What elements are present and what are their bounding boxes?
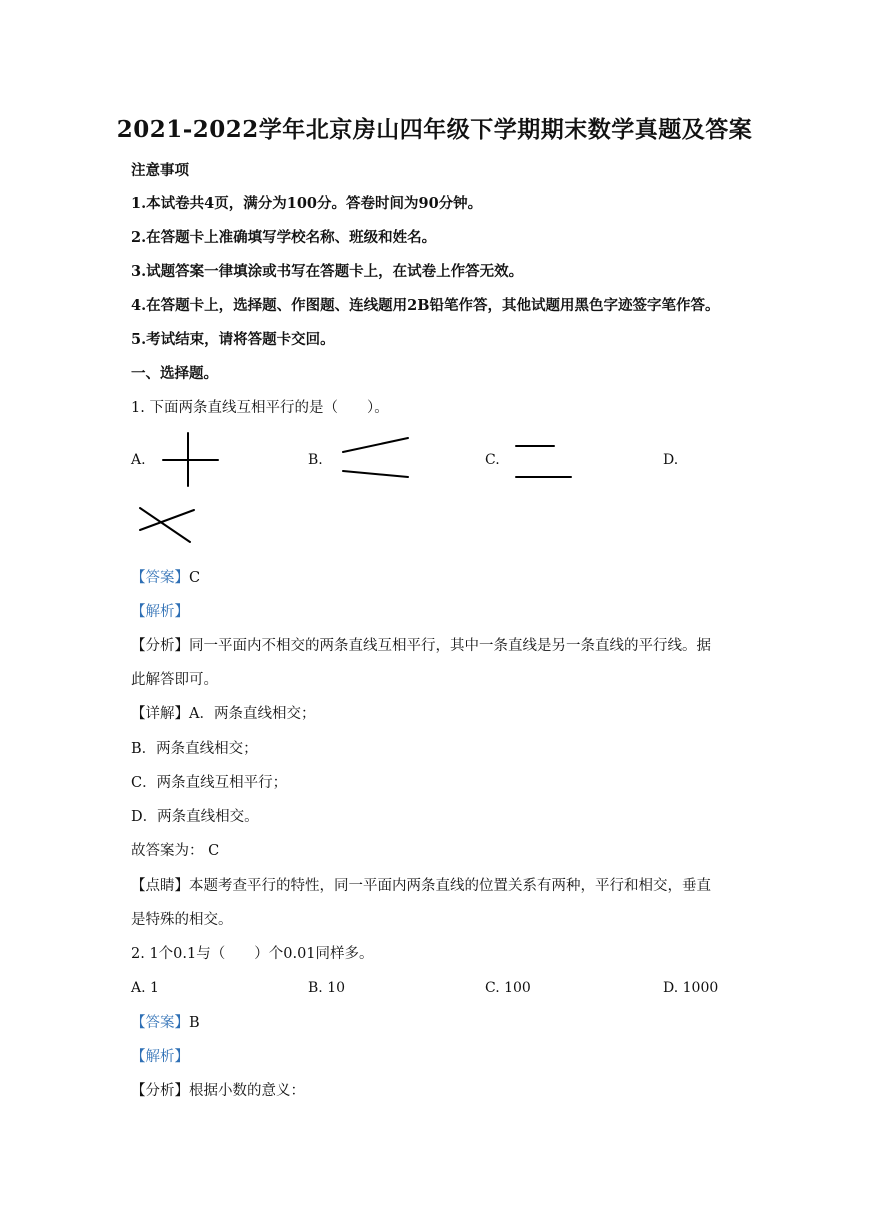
q1-xiangjie-d: D．两条直线相交。 bbox=[131, 809, 259, 825]
note-item-1: 1.本试卷共4页，满分为100分。答卷时间为90分钟。 bbox=[131, 195, 483, 212]
q1-b-lower-line bbox=[343, 471, 408, 477]
q2-fenxi-text: 根据小数的意义： bbox=[189, 1083, 305, 1099]
q2-fenxi bbox=[131, 1081, 305, 1101]
q2-answer-value: B bbox=[189, 1015, 200, 1031]
q1-fenxi-text: 同一平面内不相交的两条直线互相平行，其中一条直线是另一条直线的平行线。据 bbox=[189, 638, 711, 654]
section-heading: 一、选择题。 bbox=[131, 365, 218, 382]
q2-answer-tag: 【答案】 bbox=[131, 1015, 189, 1031]
q2-fenxi-tag: 【分析】 bbox=[131, 1083, 189, 1099]
q1-option-b: B. bbox=[308, 452, 323, 468]
q1-answer bbox=[131, 568, 200, 588]
q2-option-c: C. 100 bbox=[485, 980, 531, 996]
q1-analysis-tag: 【解析】 bbox=[131, 604, 189, 620]
q1-dianjing-line2: 是特殊的相交。 bbox=[131, 912, 233, 928]
q1-fenxi-line2: 此解答即可。 bbox=[131, 672, 218, 688]
q2-option-b: B. 10 bbox=[308, 980, 346, 996]
q1-xiangjie-c: C．两条直线互相平行； bbox=[131, 775, 288, 791]
note-item-5: 5.考试结束，请将答题卡交回。 bbox=[131, 331, 335, 348]
q1-option-c: C. bbox=[485, 452, 500, 468]
q2-option-d: D. 1000 bbox=[663, 980, 719, 996]
q1-option-a: A. bbox=[131, 452, 146, 468]
q1-fenxi bbox=[131, 636, 711, 656]
q1-b-upper-line bbox=[343, 438, 408, 452]
q1-answer-tag: 【答案】 bbox=[131, 570, 189, 586]
q1-figure-a bbox=[160, 430, 222, 490]
q2-analysis-tag: 【解析】 bbox=[131, 1049, 189, 1065]
q1-figure-c bbox=[512, 440, 576, 484]
note-item-4: 4.在答题卡上，选择题、作图题、连线题用2B铅笔作答，其他试题用黑色字迹签字笔作答。 bbox=[131, 297, 720, 314]
q1-final-answer: 故答案为： C bbox=[131, 843, 220, 859]
q1-fenxi-tag: 【分析】 bbox=[131, 638, 189, 654]
q1-xiangjie-b: B．两条直线相交； bbox=[131, 741, 258, 757]
question-1-stem: 1. 下面两条直线互相平行的是（ ）。 bbox=[131, 400, 389, 416]
note-item-2: 2.在答题卡上准确填写学校名称、班级和姓名。 bbox=[131, 229, 437, 246]
note-item-3: 3.试题答案一律填涂或书写在答题卡上，在试卷上作答无效。 bbox=[131, 263, 524, 280]
q1-dianjing-text: 本题考查平行的特性，同一平面内两条直线的位置关系有两种，平行和相交，垂直 bbox=[189, 878, 711, 894]
q1-xiangjie bbox=[131, 704, 315, 724]
q1-xiangjie-tag: 【详解】 bbox=[131, 706, 189, 722]
q1-answer-value: C bbox=[189, 570, 201, 586]
q1-figure-d bbox=[136, 504, 200, 546]
q1-figure-b bbox=[340, 434, 412, 482]
q1-xiangjie-a: A．两条直线相交； bbox=[189, 706, 316, 722]
page-title: 2021-2022学年北京房山四年级下学期期末数学真题及答案 bbox=[116, 116, 753, 143]
q2-answer bbox=[131, 1013, 200, 1033]
q1-dianjing bbox=[131, 876, 711, 896]
q1-dianjing-tag: 【点睛】 bbox=[131, 878, 189, 894]
q1-option-d: D. bbox=[663, 452, 679, 468]
q1-d-line-1 bbox=[140, 508, 190, 542]
q2-option-a: A. 1 bbox=[131, 980, 159, 996]
notes-heading: 注意事项 bbox=[131, 162, 189, 179]
question-2-stem: 2. 1个0.1与（ ）个0.01同样多。 bbox=[131, 946, 374, 962]
